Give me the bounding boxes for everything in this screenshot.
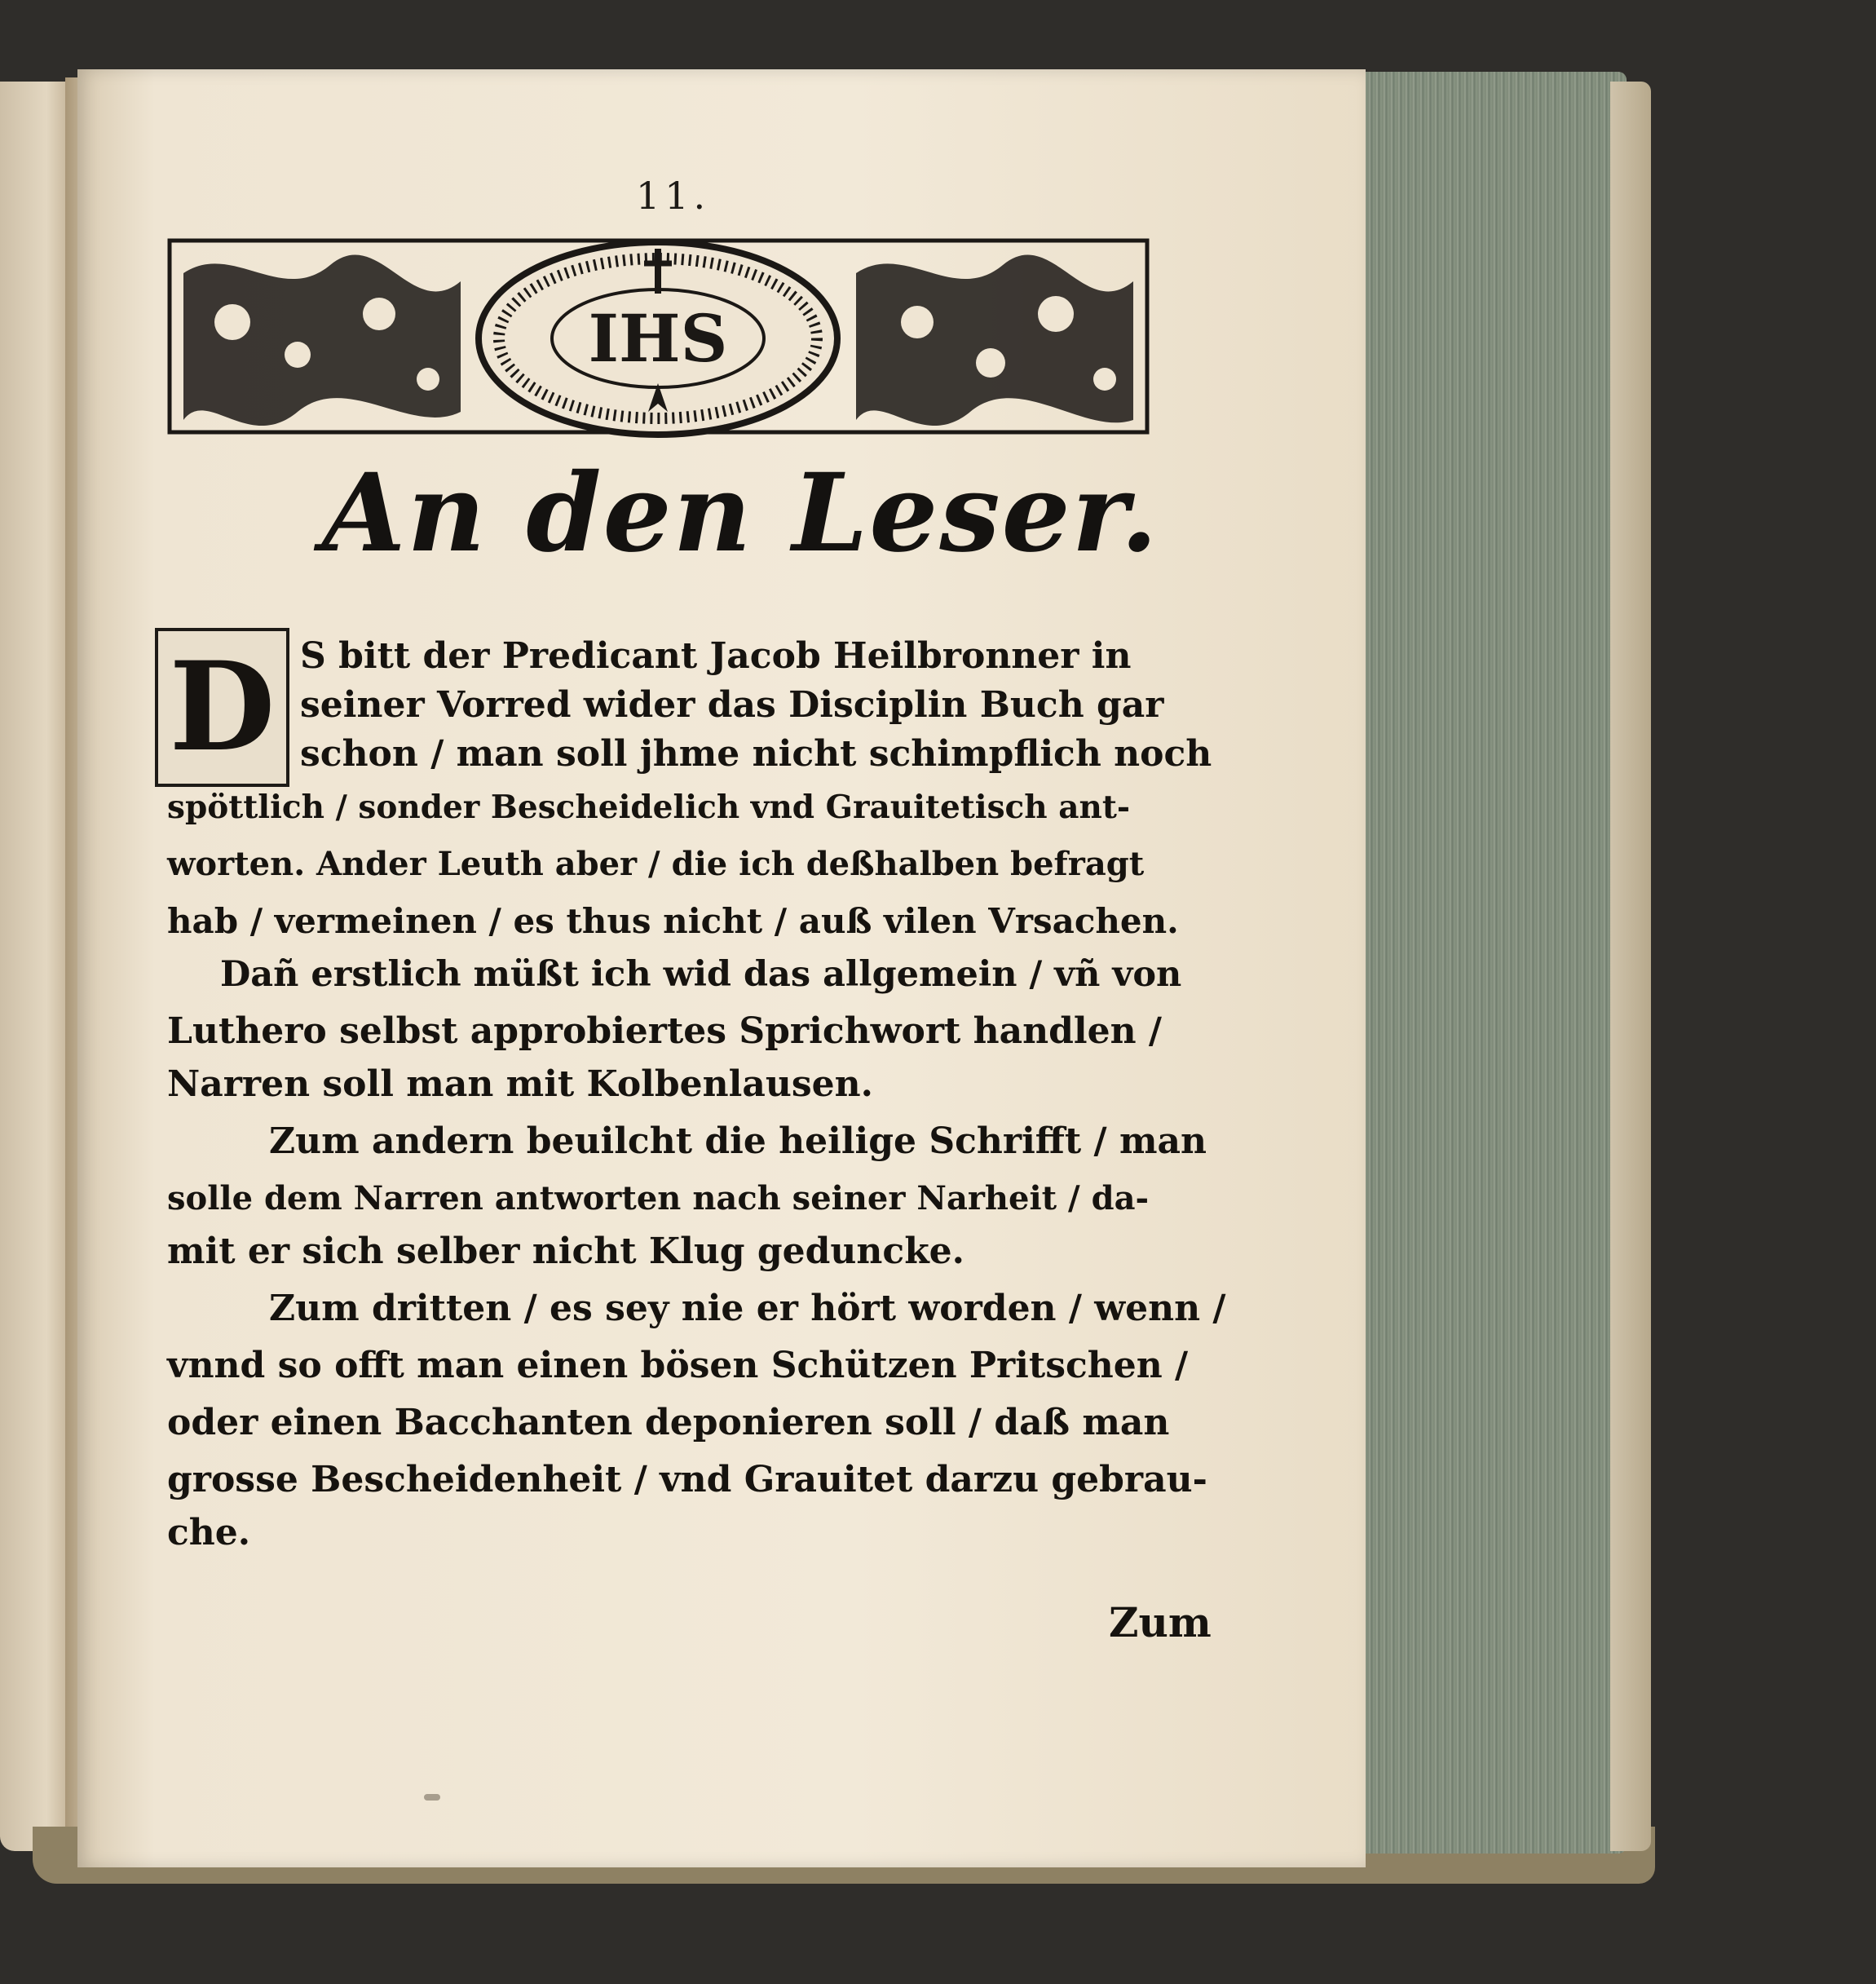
body-line: Luthero selbst approbiertes Sprichwort handlen /: [167, 1010, 1162, 1052]
body-line: seiner Vorred wider das Disciplin Buch gar: [300, 684, 1164, 726]
body-line: Zum andern beuilcht die heilige Schrifft / man: [269, 1120, 1207, 1162]
headpiece-ornament: [167, 224, 1150, 448]
initial-letter: D: [169, 635, 276, 779]
decorated-initial: [155, 628, 289, 787]
body-line: oder einen Bacchanten deponieren soll / daß man: [167, 1402, 1170, 1443]
page-heading: An den Leser.: [322, 450, 1160, 577]
page-number: 11.: [636, 174, 711, 218]
body-line: S bitt der Predicant Jacob Heilbronner in: [300, 635, 1132, 677]
ornament-monogram: IHS: [588, 300, 728, 377]
body-line: spöttlich / sonder Bescheidelich vnd Grauitetisch ant-: [167, 789, 1131, 826]
body-line: Zum dritten / es sey nie er hört worden / wenn /: [269, 1288, 1226, 1329]
body-line: mit er sich selber nicht Klug geduncke.: [167, 1231, 964, 1272]
catchword: Zum: [1109, 1598, 1212, 1646]
body-line: solle dem Narren antworten nach seiner Narheit / da-: [167, 1179, 1150, 1217]
body-line: worten. Ander Leuth aber / die ich deßhalben befragt: [167, 845, 1145, 883]
body-line: grosse Bescheidenheit / vnd Grauitet darzu gebrau-: [167, 1459, 1207, 1500]
body-line: Dañ erstlich müßt ich wid das allgemein / vñ von: [220, 954, 1182, 995]
body-line: schon / man soll jhme nicht schimpflich noch: [300, 733, 1212, 775]
body-line: vnnd so offt man einen bösen Schützen Pritschen /: [167, 1345, 1189, 1386]
body-line: che.: [167, 1512, 251, 1553]
body-line: Narren soll man mit Kolbenlausen.: [167, 1063, 873, 1105]
body-line: hab / vermeinen / es thus nicht / auß vilen Vrsachen.: [167, 901, 1179, 941]
cover-fore-edge: [1610, 82, 1651, 1851]
page-block-edge: [1349, 72, 1627, 1854]
ink-smudge: [424, 1794, 440, 1801]
